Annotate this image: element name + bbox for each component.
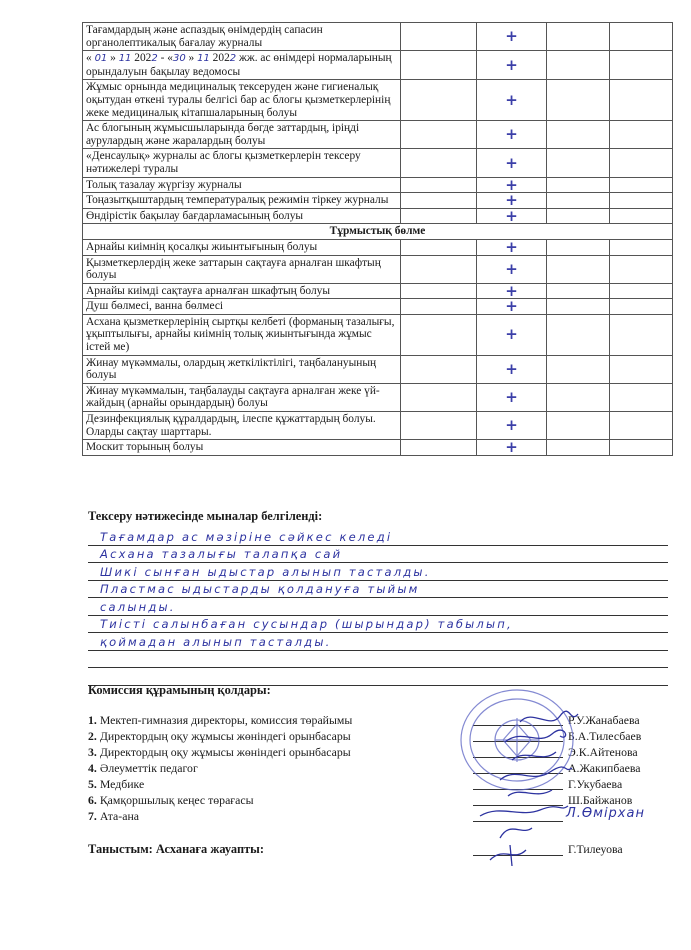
empty-cell	[610, 193, 673, 209]
handwritten-text: салынды.	[100, 599, 176, 614]
member-name: Р.У.Жанабаева	[568, 713, 640, 727]
empty-cell	[401, 23, 477, 51]
table-row	[83, 193, 673, 209]
section-row	[83, 224, 673, 240]
findings-lines	[88, 528, 668, 686]
empty-cell	[401, 412, 477, 440]
member-role: Медбике	[99, 777, 145, 791]
item-name: Душ бөлмесі, ванна бөлмесі	[83, 299, 401, 315]
item-name: Жинау мүкәммалын, таңбалауды сақтауға арналған жеке үй-жайдың (арнайы орындардың) болуы	[83, 383, 401, 411]
empty-cell	[547, 314, 610, 355]
member-role: Ата-ана	[99, 809, 139, 823]
check-mark: +	[477, 51, 547, 80]
signatures-title: Комиссия құрамының қолдары:	[88, 683, 271, 697]
empty-cell	[547, 193, 610, 209]
empty-cell	[547, 149, 610, 177]
empty-cell	[401, 355, 477, 383]
parent-handwritten-name: Л.Өмірхан	[566, 806, 645, 821]
member-name: Ш.Байжанов	[568, 793, 633, 807]
handwritten-text: Шикі сынған ыдыстар алынып тасталды.	[100, 564, 431, 579]
empty-cell	[401, 51, 477, 80]
member-number: 6.	[88, 793, 97, 807]
table-row	[83, 283, 673, 299]
empty-cell	[547, 177, 610, 193]
empty-cell	[610, 149, 673, 177]
handwritten-text: Асхана тазалығы талапқа сай	[100, 547, 343, 561]
empty-cell	[610, 80, 673, 121]
checklist-table	[82, 22, 673, 456]
table-row	[83, 314, 673, 355]
findings-title: Тексеру нәтижесінде мыналар белгіленді:	[88, 509, 323, 523]
date-part: 11	[118, 53, 132, 65]
empty-cell	[401, 299, 477, 315]
check-mark: +	[477, 440, 547, 456]
empty-cell	[401, 121, 477, 149]
empty-cell	[547, 208, 610, 224]
date-part: 11	[197, 53, 210, 65]
check-mark: +	[477, 23, 547, 51]
item-name: « 01 » 11 2022 - «30 » 11 2022 жж. ас өнімдері нормаларының орындалуын бақылау ведомосы	[83, 51, 401, 80]
empty-cell	[610, 299, 673, 315]
empty-cell	[547, 283, 610, 299]
table-row	[83, 208, 673, 224]
date-part: - «	[160, 52, 173, 65]
section-title: Тұрмыстық бөлме	[83, 224, 673, 240]
findings-line	[88, 633, 668, 651]
empty-cell	[401, 208, 477, 224]
check-mark: +	[477, 299, 547, 315]
table-row	[83, 440, 673, 456]
empty-cell	[401, 177, 477, 193]
table-row	[83, 80, 673, 121]
findings-line	[88, 651, 668, 669]
table-row	[83, 23, 673, 51]
item-name: Асхана қызметкерлерінің сыртқы келбеті (форманың тазалығы, ұқыптылығы, арнайы киімнің толық жиынтығында жұмыс істей ме)	[83, 314, 401, 355]
empty-cell	[401, 440, 477, 456]
check-mark: +	[477, 239, 547, 255]
empty-cell	[610, 51, 673, 80]
empty-cell	[401, 255, 477, 283]
item-name: Ас блогының жұмысшыларында бөгде заттардың, іріңді аурулардың және жаралардың болуы	[83, 121, 401, 149]
findings-line	[88, 528, 668, 546]
check-mark: +	[477, 193, 547, 209]
item-name: Жинау мүкәммалы, олардың жеткіліктілігі, таңбалануының болуы	[83, 355, 401, 383]
member-role: Әлеуметтік педагог	[99, 761, 198, 775]
findings-line	[88, 581, 668, 599]
date-part: 202	[134, 52, 152, 65]
item-name: Арнайы киімді сақтауға арналған шкафтың болуы	[83, 283, 401, 299]
item-name: Тағамдардың және аспаздық өнімдердің сапасин органолептикалық бағалау журналы	[83, 23, 401, 51]
empty-cell	[610, 239, 673, 255]
check-mark: +	[477, 80, 547, 121]
date-part: 2	[229, 53, 237, 65]
empty-cell	[610, 412, 673, 440]
member-number: 7.	[88, 809, 97, 823]
check-mark: +	[477, 208, 547, 224]
date-part: 202	[212, 52, 230, 65]
date-part: жж. ас өнімдері нормаларының орындалуын бақылау ведомосы	[86, 52, 392, 78]
member-name: Б.А.Тилесбаев	[568, 729, 642, 743]
empty-cell	[401, 193, 477, 209]
table-row	[83, 355, 673, 383]
check-mark: +	[477, 121, 547, 149]
findings-line	[88, 546, 668, 564]
empty-cell	[610, 314, 673, 355]
table-row	[83, 239, 673, 255]
empty-cell	[547, 121, 610, 149]
check-mark: +	[477, 355, 547, 383]
empty-cell	[547, 80, 610, 121]
date-part: 01	[94, 53, 108, 65]
signature-scribbles	[460, 700, 680, 870]
empty-cell	[610, 121, 673, 149]
member-name: Э.К.Айтенова	[568, 745, 638, 759]
empty-cell	[610, 255, 673, 283]
handwritten-text: Пластмас ыдыстарды қолдануға тыйым	[100, 582, 420, 596]
empty-cell	[610, 355, 673, 383]
table-row	[83, 383, 673, 411]
check-mark: +	[477, 383, 547, 411]
table-row	[83, 177, 673, 193]
empty-cell	[610, 23, 673, 51]
findings-line	[88, 563, 668, 581]
empty-cell	[547, 51, 610, 80]
item-name: Арнайы киімнің қосалқы жиынтығының болуы	[83, 239, 401, 255]
member-role: Қамқоршылық кеңес төрағасы	[99, 793, 254, 807]
empty-cell	[610, 208, 673, 224]
empty-cell	[401, 80, 477, 121]
empty-cell	[610, 283, 673, 299]
empty-cell	[547, 440, 610, 456]
item-name: «Денсаулық» журналы ас блогы қызметкерлерін тексеру нәтижелері туралы	[83, 149, 401, 177]
empty-cell	[547, 355, 610, 383]
member-role: Директордың оқу жұмысы жөніндегі орынбасары	[99, 729, 351, 743]
empty-cell	[547, 383, 610, 411]
date-part: «	[86, 52, 92, 65]
table-row	[83, 51, 673, 80]
item-name: Жұмыс орнында медициналық тексеруден және гигиеналық оқытудан өткені туралы белгісі бар ас блогы қызметкерлерінің жеке медициналық кітапшаларының болуы	[83, 80, 401, 121]
table-row	[83, 412, 673, 440]
item-name: Дезинфекциялық құралдардың, ілеспе құжаттардың болуы. Оларды сақтау шарттары.	[83, 412, 401, 440]
findings-line	[88, 616, 668, 634]
empty-cell	[547, 23, 610, 51]
member-number: 5.	[88, 777, 97, 791]
empty-cell	[401, 239, 477, 255]
handwritten-text: Тағамдар ас мәзіріне сәйкес келеді	[100, 529, 393, 544]
handwritten-text: Тиісті салынбаған сусындар (шырындар) табылып,	[100, 617, 513, 631]
empty-cell	[547, 255, 610, 283]
findings-line	[88, 598, 668, 616]
check-mark: +	[477, 314, 547, 355]
member-number: 3.	[88, 745, 97, 759]
member-role: Директордың оқу жұмысы жөніндегі орынбасары	[99, 745, 351, 759]
date-part: 2	[151, 53, 158, 65]
item-name: Москит торының болуы	[83, 440, 401, 456]
handwritten-text: қоймадан алынып тасталды.	[100, 634, 332, 649]
date-part: 30	[172, 53, 186, 65]
empty-cell	[547, 239, 610, 255]
member-name: А.Жакипбаева	[568, 761, 641, 775]
table-row	[83, 255, 673, 283]
item-name: Өндірістік бақылау бағдарламасының болуы	[83, 208, 401, 224]
empty-cell	[401, 383, 477, 411]
check-mark: +	[477, 149, 547, 177]
table-row	[83, 149, 673, 177]
check-mark: +	[477, 177, 547, 193]
member-name: Г.Укубаева	[568, 777, 623, 791]
table-row	[83, 299, 673, 315]
empty-cell	[547, 412, 610, 440]
responsible-name: Г.Тилеуова	[568, 842, 623, 856]
empty-cell	[610, 383, 673, 411]
empty-cell	[610, 177, 673, 193]
member-number: 2.	[88, 729, 97, 743]
check-mark: +	[477, 412, 547, 440]
responsible-label: Таныстым: Асханаға жауапты:	[88, 842, 264, 856]
item-name: Толық тазалау жүргізу журналы	[83, 177, 401, 193]
item-name: Тоңазытқыштардың температуралық режимін тіркеу журналы	[83, 193, 401, 209]
member-number: 4.	[88, 761, 97, 775]
check-mark: +	[477, 255, 547, 283]
check-mark: +	[477, 283, 547, 299]
member-role: Мектеп-гимназия директоры, комиссия төрайымы	[99, 713, 353, 727]
table-row	[83, 121, 673, 149]
empty-cell	[401, 283, 477, 299]
empty-cell	[610, 440, 673, 456]
item-name: Қызметкерлердің жеке заттарын сақтауға арналған шкафтың болуы	[83, 255, 401, 283]
empty-cell	[547, 299, 610, 315]
member-number: 1.	[88, 713, 97, 727]
empty-cell	[401, 149, 477, 177]
empty-cell	[401, 314, 477, 355]
